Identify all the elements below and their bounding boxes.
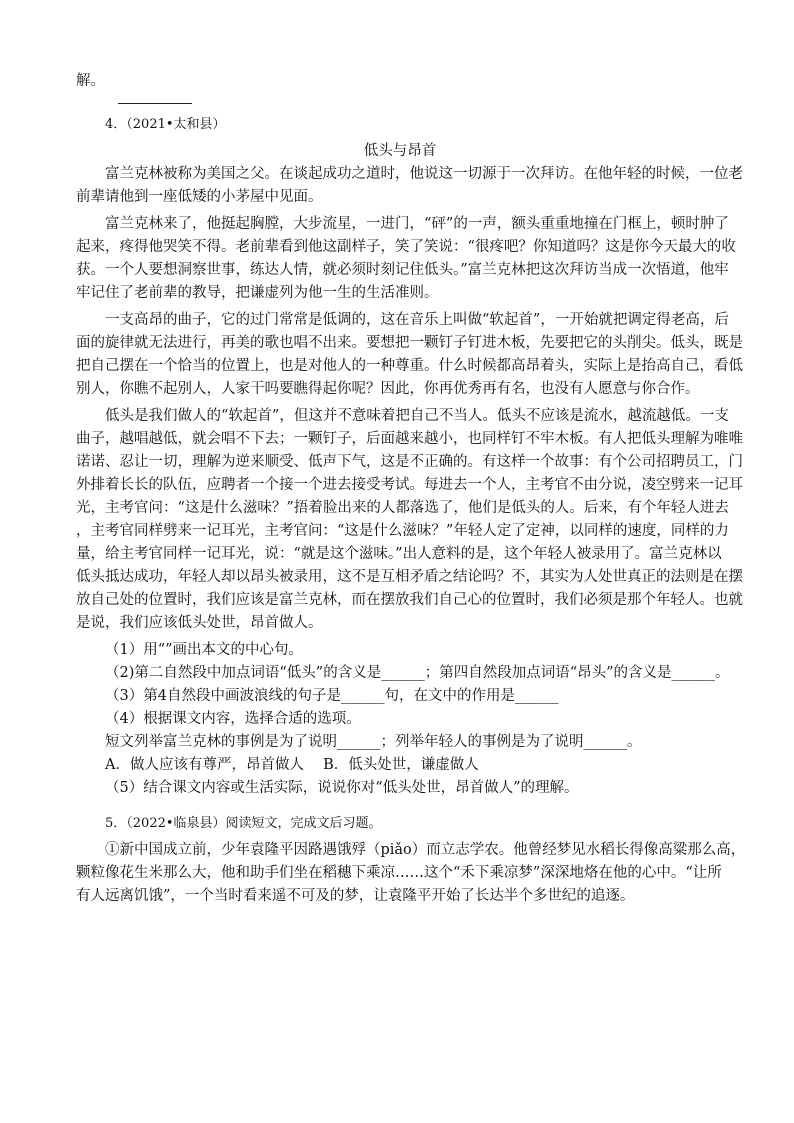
q4-questions (76, 639, 730, 800)
question-item: （1）用“”画出本文的中心句。 (105, 642, 304, 658)
paragraph-line: 低头是我们做人的“软起首”，但这并不意味着把自己不当人。低头不应该是流水，越流越低。一支 (105, 408, 729, 424)
question-item: （4）根据课文内容，选择合适的选项。 (105, 711, 361, 727)
paragraph-line: ①新中国成立前，少年袁隆平因路遇饿殍（piǎo）而立志学农。他曾经梦见水稻长得像高粱那么高， (105, 842, 746, 858)
paragraph-line: 量，给主考官同样一记耳光，说：“就是这个滋味。”出人意料的是，这个年轻人被录用了。富兰克林以 (76, 546, 722, 562)
paragraph-line: 有人远离饥饿”，一个当时看来遥不可及的梦，让袁隆平开始了长达半个多世纪的追逐。 (76, 888, 635, 904)
paragraph-line: 富兰克林被称为美国之父。在谈起成功之道时，他说这一切源于一次拜访。在他年轻的时候，一位老 (105, 166, 743, 182)
paragraph-line: 低头抵达成功，年轻人却以昂头被录用，这不是互相矛盾之结论吗？不，其实为人处世真正的法则是在摆 (76, 569, 743, 585)
paragraph-line: 颗粒像花生米那么大，他和助手们坐在稻穗下乘凉……这个“禾下乘凉梦”深深地烙在他的心中。“让所 (76, 865, 722, 881)
paragraph-line: 前辈请他到一座低矮的小茅屋中见面。 (76, 189, 323, 205)
q4-paragraph-2 (76, 213, 736, 305)
paragraph-line: 曲子，越唱越低，就会唱不下去；一颗钉子，后面越来越小，也同样钉不牢木板。有人把低头理解为唯唯 (76, 431, 743, 447)
paragraph-line: 获。一个人要想洞察世事，练达人情，就必须时刻记住低头。”富兰克林把这次拜访当成一次悟道，他牢 (76, 262, 729, 278)
paragraph-line: 起来，疼得他哭笑不得。老前辈看到他这副样子，笑了笑说：“很疼吧？你知道吗？这是你今天最大的收 (76, 239, 736, 255)
q4-paragraph-3 (76, 309, 743, 401)
question-options: A．做人应该有尊严，昂首做人 B．低头处世，谦虚做人 (105, 757, 479, 773)
q4-paragraph-4 (76, 405, 743, 635)
paragraph-line: 外排着长长的队伍，应聘者一个接一个进去接受考试。每进去一个人，主考官不由分说，凌空劈来一记耳 (76, 477, 743, 493)
question-item: （5）结合课文内容或生活实际，说说你对“低头处世，昂首做人”的理解。 (105, 780, 579, 796)
paragraph-line: 光，主考官问：“这是什么滋味？”捂着脸出来的人都落选了，他们是低头的人。后来，有个年轻人进去 (76, 500, 729, 516)
question-item: （3）第4自然段中画波浪线的句子是______句，在文中的作用是______ (105, 688, 559, 704)
document-page (76, 70, 746, 912)
q4-header: 4．（2021•太和县） (105, 117, 226, 132)
paragraph-line: 富兰克林来了，他挺起胸膛，大步流星，一进门，“砰”的一声，额头重重地撞在门框上，顿时肿了 (105, 216, 729, 232)
question-item: 短文列举富兰克林的事例是为了说明______；列举年轻人的事例是为了说明______。 (105, 734, 642, 750)
paragraph-line: 是说，我们应该低头处世，昂首做人。 (76, 615, 323, 631)
q5-header: 5．（2022•临泉县）阅读短文，完成文后习题。 (105, 816, 382, 831)
paragraph-line: 别人，你瞧不起别人，人家干吗要瞧得起你呢？因此，你再优秀再有名，也没有人愿意与你合作。 (76, 381, 700, 397)
q4-paragraph-1 (76, 163, 743, 209)
paragraph-line: 面的旋律就无法进行，再美的歌也唱不出来。要想把一颗钉子钉进木板，先要把它的头削尖。低头，既是 (76, 335, 743, 351)
question-item: （2)第二自然段中加点词语“低头”的含义是______；第四自然段加点词语“昂头”的含义是______。 (105, 665, 730, 681)
q3-tail-text: 解。 (76, 73, 105, 89)
q5-paragraph-1 (76, 839, 746, 908)
paragraph-line: 放自己处的位置时，我们应该是富兰克林，而在摆放我们自己心的位置时，我们必须是那个年轻人。也就 (76, 592, 743, 608)
paragraph-line: 把自己摆在一个恰当的位置上，也是对他人的一种尊重。什么时候都高昂着头，实际上是抬高自己，看低 (76, 358, 743, 374)
question-separator (118, 103, 192, 104)
paragraph-line: 一支高昂的曲子，它的过门常常是低调的，这在音乐上叫做“软起首”，一开始就把调定得老高，后 (105, 312, 729, 328)
passage-title: 低头与昂首 (363, 143, 437, 159)
paragraph-line: ，主考官同样劈来一记耳光，主考官问：“这是什么滋味？”年轻人定了定神，以同样的速度，同样的力 (76, 523, 729, 539)
paragraph-line: 牢记住了老前辈的教导，把谦虚列为他一生的生活准则。 (76, 285, 439, 301)
paragraph-line: 诺诺、忍让一切，理解为逆来顺受、低声下气，这是不正确的。有这样一个故事：有个公司招聘员工，门 (76, 454, 743, 470)
